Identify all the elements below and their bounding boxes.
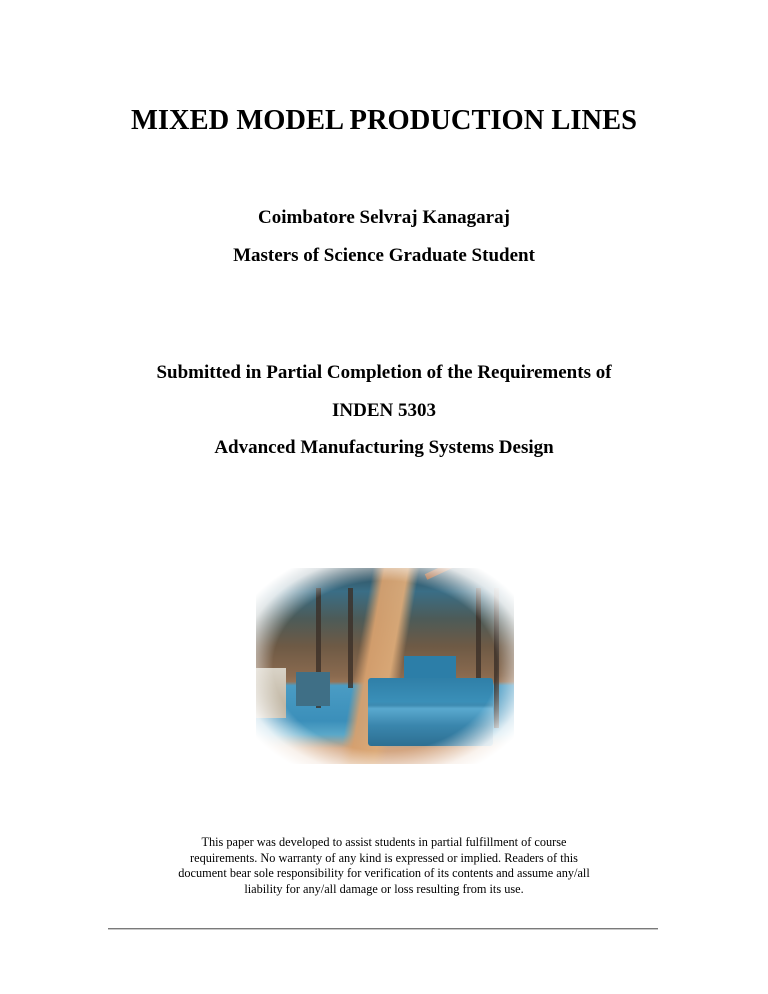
author-role: Masters of Science Graduate Student: [233, 245, 535, 266]
disclaimer-line: document bear sole responsibility for verification of its contents and assume any/all: [178, 866, 590, 880]
footer-divider: [108, 928, 658, 930]
factory-photo: [256, 568, 514, 764]
disclaimer-line: This paper was developed to assist students in partial fulfillment of course: [201, 835, 567, 849]
author-name: Coimbatore Selvraj Kanagaraj: [258, 207, 510, 228]
submission-statement: Submitted in Partial Completion of the Requirements of: [156, 362, 612, 383]
disclaimer: [0, 835, 768, 897]
photo-vignette: [256, 568, 514, 764]
disclaimer-line: liability for any/all damage or loss resulting from its use.: [244, 881, 524, 896]
disclaimer-line: requirements. No warranty of any kind is expressed or implied. Readers of this: [190, 850, 578, 865]
document-title: MIXED MODEL PRODUCTION LINES: [131, 105, 637, 136]
course-code: INDEN 5303: [332, 400, 436, 421]
course-name: Advanced Manufacturing Systems Design: [214, 437, 554, 458]
